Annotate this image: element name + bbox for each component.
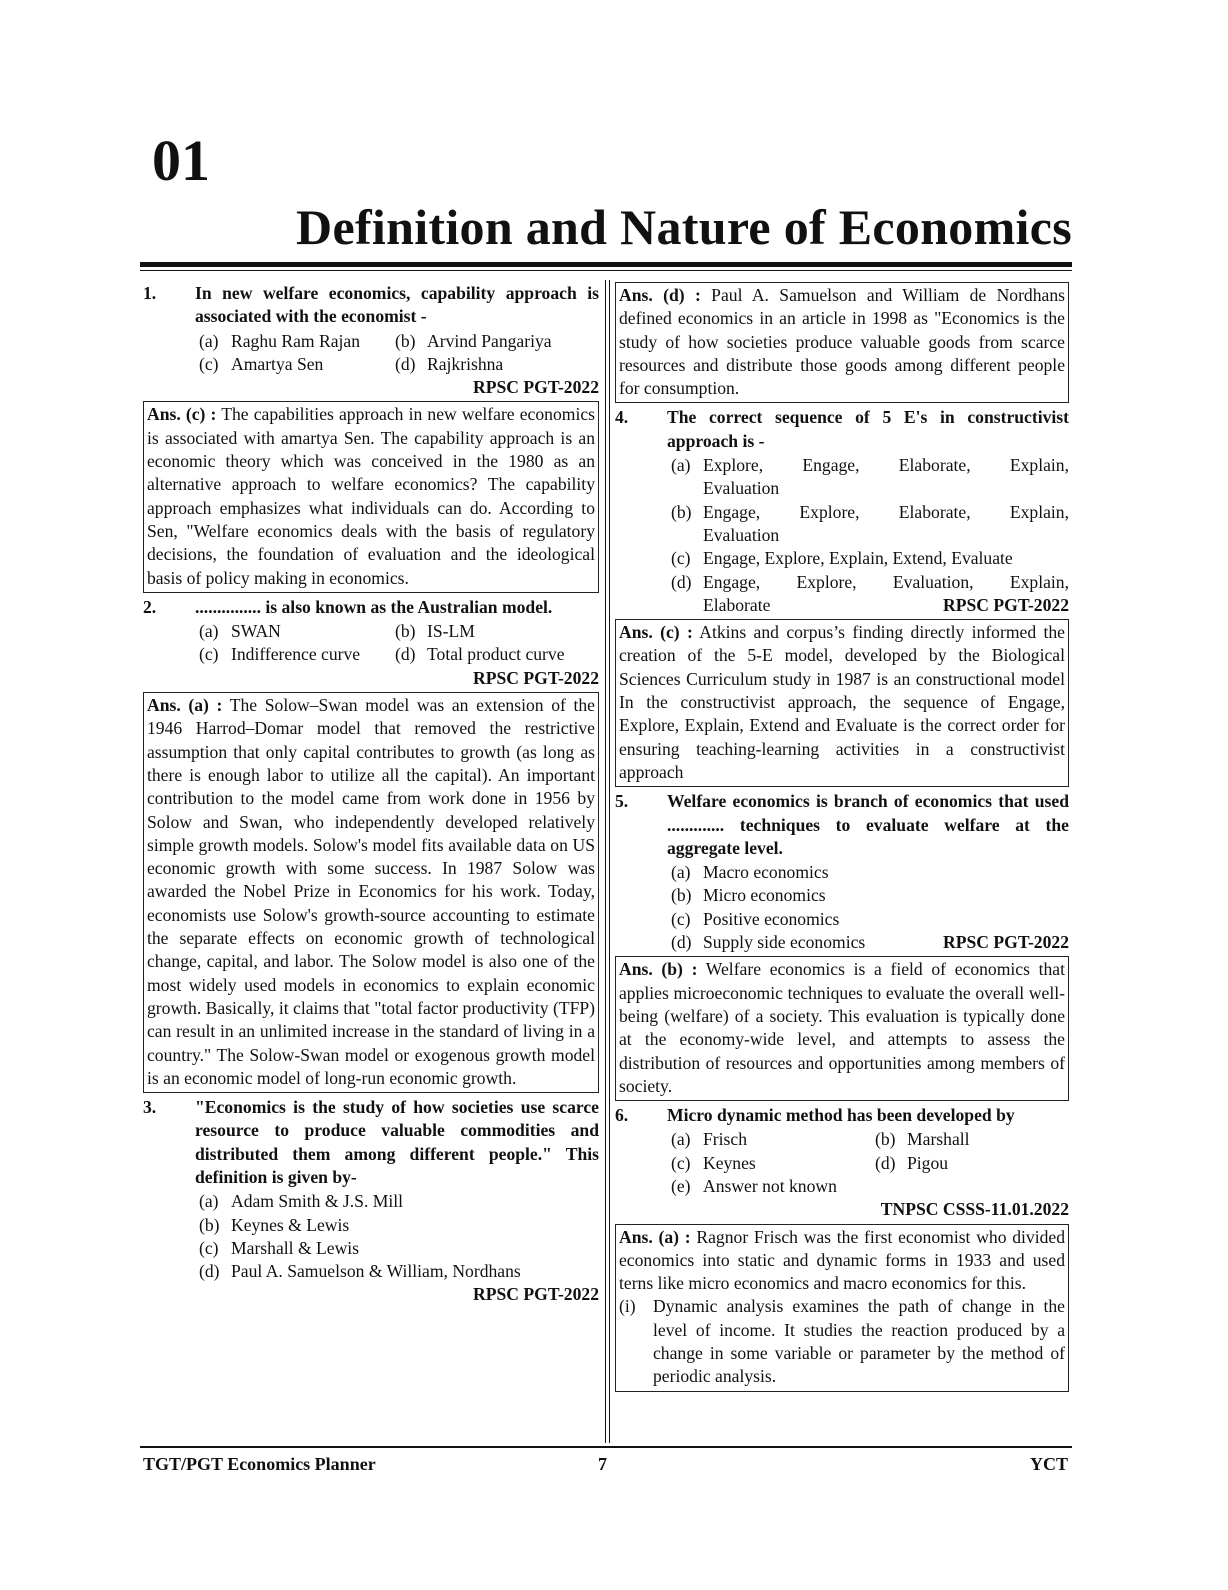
option-text: Engage, Explore, Elaborate, Explain, bbox=[703, 501, 1069, 522]
answer-label: Ans. (c) : bbox=[619, 622, 693, 643]
exam-source: TNPSC CSSS-11.01.2022 bbox=[880, 1199, 1069, 1220]
right-column bbox=[615, 282, 1069, 1395]
option-label: (a) bbox=[671, 1129, 691, 1150]
option-text: Total product curve bbox=[427, 644, 565, 665]
question-5 bbox=[615, 790, 1069, 860]
question-3 bbox=[143, 1096, 599, 1189]
footer-rule bbox=[140, 1446, 1072, 1448]
answer-box-3 bbox=[615, 282, 1069, 403]
option-d bbox=[671, 571, 1069, 594]
footer-book-title: TGT/PGT Economics Planner bbox=[143, 1454, 376, 1474]
option-a bbox=[199, 620, 395, 643]
option-text: Answer not known bbox=[703, 1175, 837, 1196]
page-number: 7 bbox=[598, 1454, 607, 1474]
subpoint-label: (i) bbox=[619, 1296, 636, 1317]
answer-box-4 bbox=[615, 619, 1069, 787]
option-b bbox=[671, 884, 1069, 907]
question-text: In new welfare economics, capability approach is associated with the economist - bbox=[195, 283, 599, 327]
left-column bbox=[143, 282, 599, 1307]
question-2-options bbox=[143, 620, 599, 667]
answer-box-6 bbox=[615, 1224, 1069, 1392]
option-label: (b) bbox=[199, 1214, 220, 1235]
question-number: 1. bbox=[143, 283, 157, 303]
option-label: (b) bbox=[395, 621, 416, 642]
option-text: Arvind Pangariya bbox=[427, 330, 552, 351]
option-text: Evaluation bbox=[703, 524, 780, 545]
option-text: Evaluation bbox=[703, 478, 780, 499]
option-a-cont bbox=[671, 477, 1069, 500]
footer-publisher: YCT bbox=[1029, 1454, 1068, 1474]
answer-label: Ans. (a) : bbox=[147, 695, 223, 716]
exam-source: RPSC PGT-2022 bbox=[473, 667, 599, 688]
option-text: Marshall bbox=[907, 1129, 970, 1150]
question-number: 4. bbox=[615, 407, 629, 428]
question-text: Welfare economics is branch of economics that used ............. techniques to evaluate welfare at the aggregate level. bbox=[667, 791, 1069, 858]
question-2 bbox=[143, 596, 599, 619]
option-text: Keynes bbox=[703, 1152, 756, 1173]
option-d bbox=[395, 643, 599, 666]
option-text: Explore, Engage, Elaborate, Explain, bbox=[703, 455, 1069, 476]
option-label: (d) bbox=[875, 1152, 896, 1173]
option-c bbox=[199, 643, 395, 666]
option-text: IS-LM bbox=[427, 621, 475, 642]
answer-label: Ans. (c) : bbox=[147, 404, 217, 425]
option-d bbox=[199, 1260, 599, 1283]
answer-subpoint bbox=[619, 1295, 1065, 1388]
column-divider bbox=[605, 280, 606, 1443]
option-e bbox=[671, 1175, 1069, 1198]
option-text: Raghu Ram Rajan bbox=[231, 330, 360, 351]
option-c bbox=[671, 1152, 875, 1175]
option-label: (a) bbox=[671, 455, 691, 476]
option-text: Micro economics bbox=[703, 885, 826, 906]
answer-text: The Solow–Swan model was an extension of the 1946 Harrod–Domar model that removed the restrictive assumption that only capital contributes to growth (as long as there is enough labor to utilize all the capital). An important contribution to the model came from work done in 1956 by Solow and Swan, who independently developed relatively simple growth models. Solow's model fits available data on US economic growth with some success. In 1987 Solow was awarded the Nobel Prize in Economics for his work. Today, economists use Solow's growth-source accounting to estimate the separate effects on economic growth of technological change, capital, and labor. The Solow model is also one of the most widely used models in economics to explain economic growth. Basically, it claims that "total factor productivity (TFP) can result in an unlimited increase in the standard of living in a country." The Solow-Swan model or exogenous growth model is an economic model of long-run economic growth. bbox=[147, 695, 595, 1088]
question-4 bbox=[615, 406, 1069, 453]
option-b bbox=[671, 501, 1069, 524]
subpoint-text: Dynamic analysis examines the path of change in the level of income. It studies the reaction produced by a change in some variable or parameter by the method of periodic analysis. bbox=[653, 1296, 1065, 1387]
option-label: (c) bbox=[199, 1237, 219, 1258]
answer-text: The capabilities approach in new welfare economics is associated with amartya Sen. The capability approach is an economic theory which was conceived in the 1980 as an alternative approach to welfare economics? The capability approach emphasizes what individuals can do. According to Sen, "Welfare economics deals with the basis of regulatory decisions, the foundation of evaluation and the ideological basis of policy making in economics. bbox=[147, 404, 595, 588]
option-label: (e) bbox=[671, 1175, 691, 1196]
option-label: (d) bbox=[395, 353, 416, 374]
header-rule-thick bbox=[140, 262, 1072, 267]
question-number: 3. bbox=[143, 1097, 157, 1118]
option-b bbox=[395, 620, 599, 643]
option-label: (c) bbox=[671, 1152, 691, 1173]
question-number: 2. bbox=[143, 596, 157, 617]
option-text: Positive economics bbox=[703, 908, 840, 929]
question-1-options bbox=[143, 330, 599, 377]
question-number: 5. bbox=[615, 791, 629, 812]
option-label: (a) bbox=[199, 621, 219, 642]
option-label: (c) bbox=[199, 353, 219, 374]
option-text: Indifference curve bbox=[231, 644, 361, 665]
option-text: Engage, Explore, Explain, Extend, Evaluate bbox=[703, 548, 1013, 569]
option-label: (c) bbox=[671, 548, 691, 569]
answer-box-5 bbox=[615, 956, 1069, 1101]
question-text: "Economics is the study of how societies use scarce resource to produce valuable commodities and distributed them among different people." This definition is given by- bbox=[195, 1097, 599, 1187]
option-a bbox=[671, 454, 1069, 477]
option-b bbox=[875, 1128, 1069, 1151]
option-b bbox=[395, 330, 599, 353]
question-1 bbox=[143, 282, 599, 329]
option-c bbox=[199, 353, 395, 376]
option-label: (c) bbox=[671, 908, 691, 929]
chapter-number: 01 bbox=[152, 128, 210, 193]
option-b-cont bbox=[671, 524, 1069, 547]
question-text: ............... is also known as the Australian model. bbox=[195, 596, 553, 617]
option-a bbox=[199, 1190, 599, 1213]
exam-source: RPSC PGT-2022 bbox=[943, 594, 1069, 615]
column-divider-inner bbox=[609, 280, 610, 1443]
question-6-options bbox=[615, 1128, 1069, 1198]
option-label: (a) bbox=[199, 330, 219, 351]
option-label: (b) bbox=[671, 885, 692, 906]
option-text: Elaborate bbox=[703, 594, 771, 615]
option-label: (d) bbox=[199, 1261, 220, 1282]
answer-box-1 bbox=[143, 401, 599, 592]
option-c bbox=[671, 547, 1069, 570]
option-label: (d) bbox=[671, 571, 692, 592]
option-text: Rajkrishna bbox=[427, 353, 504, 374]
option-d bbox=[671, 931, 1069, 954]
exam-source: RPSC PGT-2022 bbox=[473, 1284, 599, 1305]
question-number: 6. bbox=[615, 1105, 629, 1126]
option-label: (c) bbox=[199, 644, 219, 665]
option-label: (a) bbox=[671, 862, 691, 883]
option-a bbox=[199, 330, 395, 353]
option-d-cont bbox=[671, 594, 1069, 617]
answer-label: Ans. (a) : bbox=[619, 1226, 691, 1247]
answer-box-2 bbox=[143, 692, 599, 1093]
option-d bbox=[395, 353, 599, 376]
question-text: Micro dynamic method has been developed by bbox=[667, 1105, 1015, 1126]
option-text: Marshall & Lewis bbox=[231, 1237, 360, 1258]
question-4-options bbox=[615, 454, 1069, 617]
option-text: Engage, Explore, Evaluation, Explain, bbox=[703, 571, 1069, 592]
option-label: (b) bbox=[671, 501, 692, 522]
option-a bbox=[671, 861, 1069, 884]
option-c bbox=[671, 908, 1069, 931]
answer-label: Ans. (d) : bbox=[619, 285, 701, 305]
answer-text: Welfare economics is a field of economics that applies microeconomic techniques to evaluate the overall well-being (welfare) of a society. This evaluation is typically done at the economy-wide level, and attempts to assess the distribution of resources and opportunities among members of society. bbox=[619, 959, 1065, 1096]
option-label: (b) bbox=[875, 1129, 896, 1150]
option-text: SWAN bbox=[231, 621, 281, 642]
answer-text: Ragnor Frisch was the first economist who divided economics into static and dynamic forms in 1933 and used terns like micro economics and macro economics for this. bbox=[619, 1226, 1066, 1294]
option-text: Adam Smith & J.S. Mill bbox=[231, 1191, 404, 1212]
option-label: (a) bbox=[199, 1191, 219, 1212]
option-label: (d) bbox=[671, 932, 692, 953]
answer-text: Paul A. Samuelson and William de Nordhans defined economics in an article in 1998 as "Economics is the study of how societies produce valuable goods from scarce resources and distribute those goods among different people for consumption. bbox=[619, 285, 1065, 399]
question-text: The correct sequence of 5 E's in constructivist approach is - bbox=[667, 407, 1069, 451]
header-rule-thin bbox=[140, 270, 1072, 271]
exam-source: RPSC PGT-2022 bbox=[473, 377, 599, 398]
question-3-options bbox=[143, 1190, 599, 1283]
exam-source: RPSC PGT-2022 bbox=[943, 932, 1069, 953]
option-a bbox=[671, 1128, 875, 1151]
option-text: Paul A. Samuelson & William, Nordhans bbox=[231, 1261, 521, 1282]
answer-label: Ans. (b) : bbox=[619, 959, 698, 980]
option-text: Amartya Sen bbox=[231, 353, 324, 374]
option-text: Supply side economics bbox=[703, 932, 866, 953]
option-label: (b) bbox=[395, 330, 416, 351]
option-b bbox=[199, 1214, 599, 1237]
option-text: Frisch bbox=[703, 1129, 747, 1150]
option-text: Pigou bbox=[907, 1152, 949, 1173]
option-text: Macro economics bbox=[703, 862, 829, 883]
answer-text: Atkins and corpus’s finding directly informed the creation of the 5-E model, developed by the Biological Sciences Curriculum study in 1987 is an constructional model In the constructivist approach, the sequence of Engage, Explore, Explain, Extend and Evaluate is the correct order for ensuring teaching-learning activities in a constructivist approach bbox=[619, 622, 1065, 782]
option-d bbox=[875, 1152, 1069, 1175]
option-label: (d) bbox=[395, 644, 416, 665]
chapter-title: Definition and Nature of Economics bbox=[296, 199, 1072, 255]
option-text: Keynes & Lewis bbox=[231, 1214, 350, 1235]
question-5-options bbox=[615, 861, 1069, 954]
question-6 bbox=[615, 1104, 1069, 1127]
option-c bbox=[199, 1237, 599, 1260]
